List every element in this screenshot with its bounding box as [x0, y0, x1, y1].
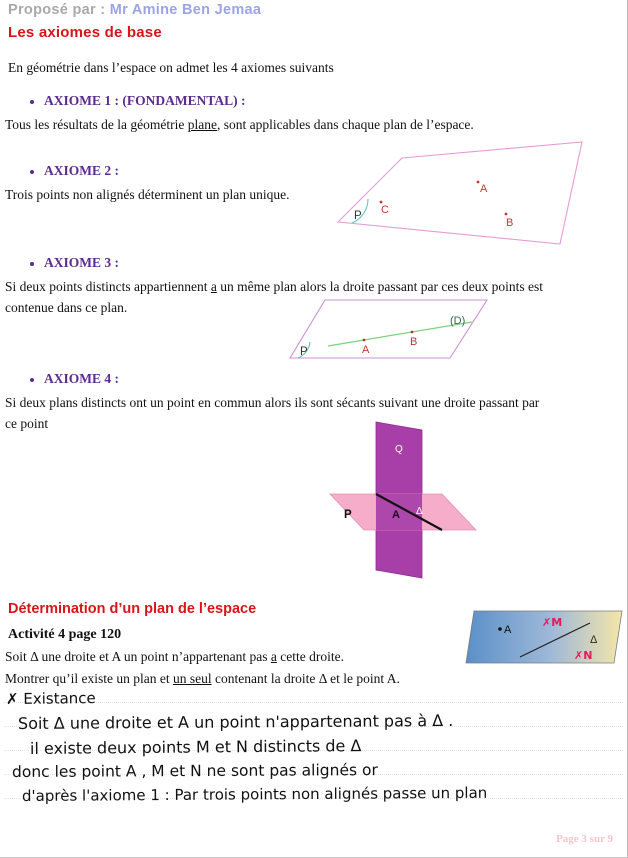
point-a-dot — [498, 627, 502, 631]
section2-l2-after: contenant la droite Δ et le point A. — [211, 671, 400, 686]
axiom-2-heading: AXIOME 2 : — [44, 163, 119, 178]
axiom-4-body-line1: Si deux plans distincts ont un point en commun alors ils sont sécants suivant une droite passant par — [5, 395, 540, 410]
axiom-4-heading: AXIOME 4 : — [44, 371, 119, 386]
handwriting-area — [0, 684, 627, 844]
axiom-2-body: Trois points non alignés déterminent un plan unique. — [5, 187, 290, 202]
point-a-dot — [363, 339, 366, 342]
axiom-1-body — [5, 116, 474, 133]
diagram-axiom-2 — [330, 140, 615, 250]
delta-label: Δ — [590, 634, 598, 646]
axiom-3-l1-after: un même plan alors la droite passant par ces deux points est — [216, 279, 544, 294]
section2-l1-after: cette droite. — [276, 649, 344, 664]
diagram-axiom-3 — [272, 296, 502, 370]
section2-l2-underlined: un seul — [172, 671, 212, 686]
bullet-axiom-3 — [30, 262, 34, 266]
handwriting-line: ✗ Existance — [5, 689, 96, 708]
point-b-dot — [411, 331, 414, 334]
axiom-3-heading: AXIOME 3 : — [44, 255, 119, 270]
section2-l2-before: Montrer qu’il existe un plan et — [5, 671, 173, 686]
section2-activity: Activité 4 page 120 — [8, 627, 122, 642]
point-a-label: A — [362, 344, 370, 356]
intro-text: En géométrie dans l’espace on admet les 4 axiomes suivants — [8, 60, 334, 75]
plane-outline — [338, 142, 582, 244]
point-b-label: B — [410, 336, 418, 348]
handwriting-line: donc les point A , M et N ne sont pas alignés or — [11, 761, 378, 781]
axiom-3-body-line1 — [5, 278, 543, 295]
axiom-3-body-line2: contenue dans ce plan. — [5, 300, 128, 315]
point-a-dot — [477, 181, 480, 184]
point-a-label: A — [504, 624, 512, 636]
plane-p-label: P — [300, 346, 308, 358]
plane-outline — [290, 300, 487, 358]
point-b-dot — [505, 213, 508, 216]
header-byline — [8, 2, 261, 18]
rule-line — [4, 702, 623, 703]
section2-l1-underlined: a — [270, 649, 277, 664]
page-title: Les axiomes de base — [8, 24, 162, 41]
bullet-axiom-1 — [30, 100, 34, 104]
bullet-axiom-4 — [30, 378, 34, 382]
axiom-1-heading: AXIOME 1 : (FONDAMENTAL) : — [44, 93, 246, 108]
axiom-3-l1-before: Si deux points distincts appartiennent — [5, 279, 211, 294]
point-a-label: A — [392, 509, 400, 521]
mark-n-label: ✗N — [574, 649, 593, 662]
handwriting-line: il existe deux points M et N distincts de Δ — [29, 736, 362, 758]
axiom-4-body-line2: ce point — [5, 416, 49, 431]
line-d-label: (D) — [450, 315, 466, 327]
page-footer: Page 3 sur 9 — [556, 833, 613, 845]
plane-p-label: P — [344, 509, 352, 521]
bullet-axiom-2 — [30, 170, 34, 174]
point-c-label: C — [381, 204, 389, 216]
axiom-1-body-after: , sont applicables dans chaque plan de l’espace. — [217, 117, 474, 132]
diagram-axiom-4 — [296, 418, 511, 593]
header-prefix: Proposé par : — [8, 2, 106, 18]
delta-label: Δ — [416, 506, 423, 517]
axiom-1-body-before: Tous les résultats de la géométrie — [5, 117, 188, 132]
point-b-label: B — [506, 217, 514, 229]
diagram-section2 — [464, 607, 624, 669]
handwriting-line: d'après l'axiome 1 : Par trois points non alignés passe un plan — [21, 783, 488, 805]
axiom-3-l1-underlined: a — [210, 279, 217, 294]
section2-line1 — [5, 648, 344, 665]
point-c-dot — [380, 201, 383, 204]
handwriting-line: Soit Δ une droite et A un point n'appartenant pas à Δ . — [17, 710, 454, 733]
axiom-1-body-underlined: plane — [187, 117, 218, 132]
point-a-label: A — [480, 183, 488, 195]
header-author: Mr Amine Ben Jemaa — [109, 2, 262, 18]
section2-l1-before: Soit Δ une droite et A un point n’appartenant pas — [5, 649, 271, 664]
plane-p-label: P — [354, 210, 362, 222]
plane-q-label: Q — [395, 444, 403, 455]
section2-heading: Détermination d’un plan de l’espace — [8, 601, 257, 617]
mark-m-label: ✗M — [542, 616, 563, 629]
